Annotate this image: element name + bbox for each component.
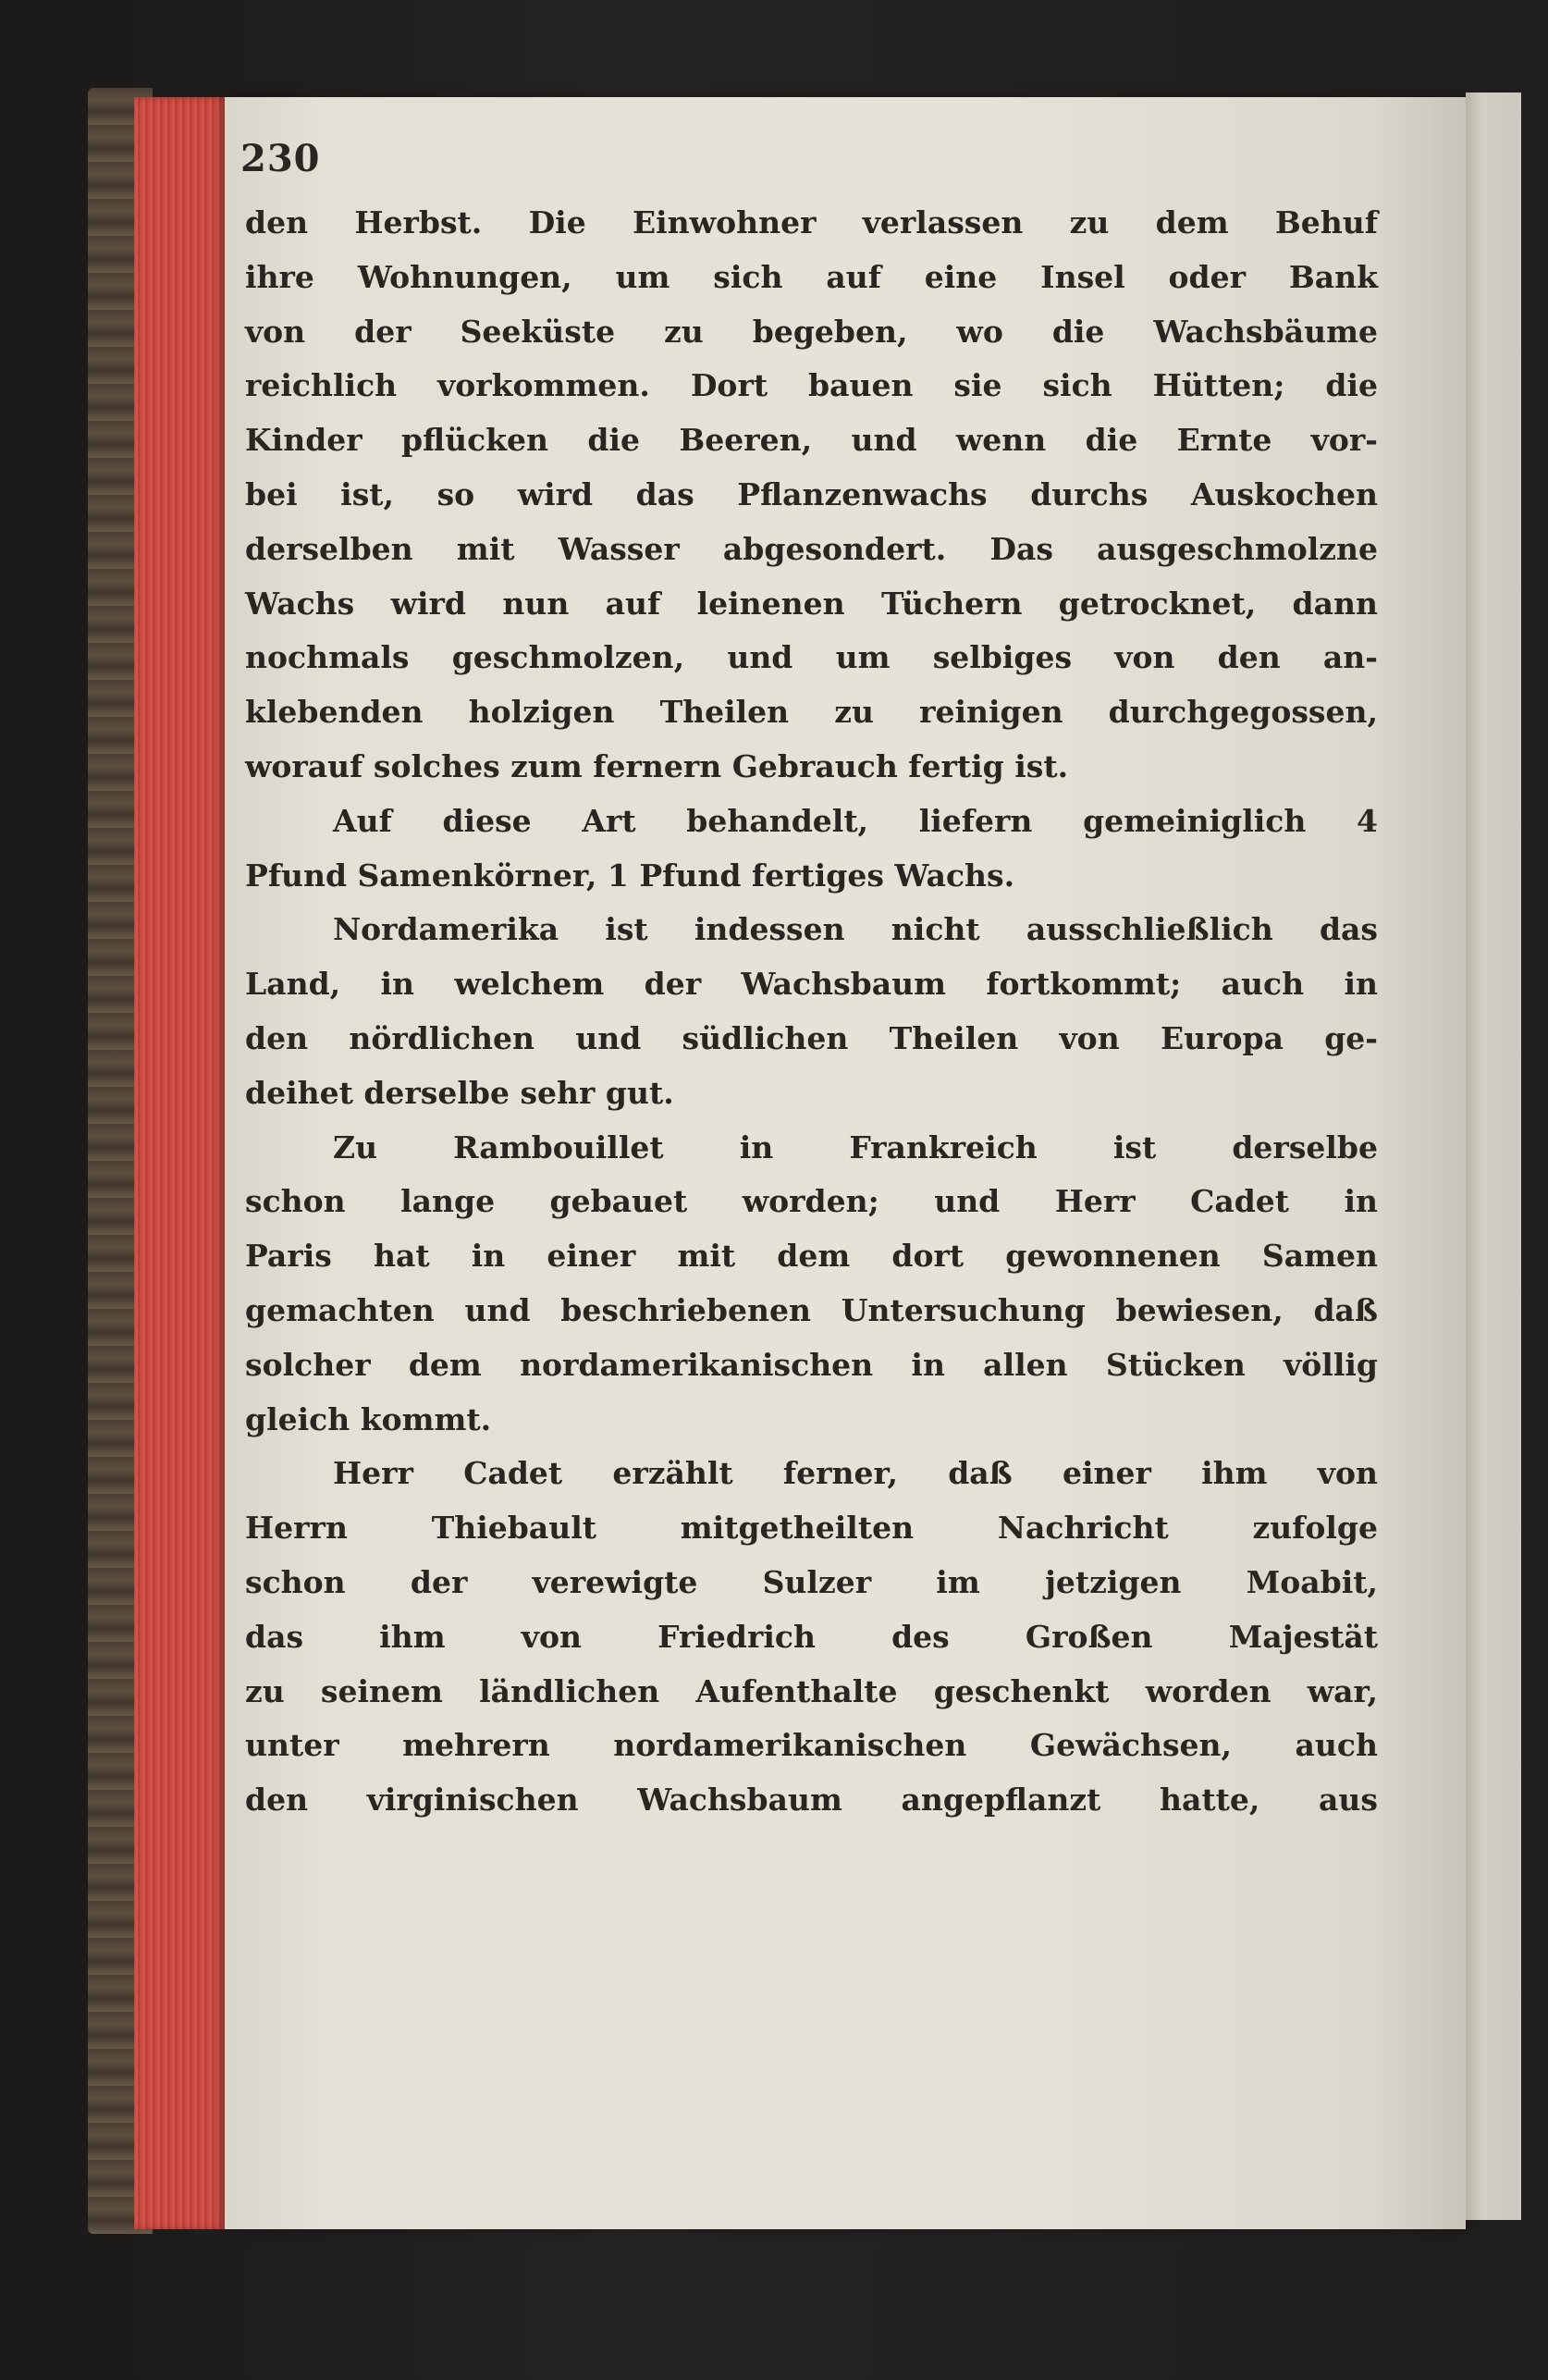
text-line: reichlich vorkommen. Dort bauen sie sich Hütten; die bbox=[245, 367, 1378, 404]
text-line: solcher dem nordamerikanischen in allen Stücken völlig bbox=[245, 1346, 1378, 1383]
text-line: Kinder pflücken die Beeren, und wenn die Ernte vor- bbox=[245, 422, 1378, 459]
facing-page-edge bbox=[1466, 92, 1521, 2220]
text-line: das ihm von Friedrich des Großen Majestät bbox=[245, 1618, 1378, 1655]
text-line: Herr Cadet erzählt ferner, daß einer ihm von bbox=[333, 1455, 1378, 1492]
text-line: unter mehrern nordamerikanischen Gewächsen, auch bbox=[245, 1727, 1378, 1764]
text-line: Herrn Thiebault mitgetheilten Nachricht zufolge bbox=[245, 1510, 1378, 1547]
body-text bbox=[245, 196, 1378, 1828]
text-line: Auf diese Art behandelt, liefern gemeiniglich 4 bbox=[333, 802, 1378, 839]
text-line: schon lange gebauet worden; und Herr Cadet in bbox=[245, 1183, 1378, 1220]
text-line: Pfund Samenkörner, 1 Pfund fertiges Wachs. bbox=[245, 857, 1015, 894]
text-line: derselben mit Wasser abgesondert. Das ausgeschmolzne bbox=[245, 530, 1378, 567]
text-line: zu seinem ländlichen Aufenthalte geschenkt worden war, bbox=[245, 1672, 1378, 1709]
text-line: Paris hat in einer mit dem dort gewonnenen Samen bbox=[245, 1238, 1378, 1275]
text-line: klebenden holzigen Theilen zu reinigen durchgegossen, bbox=[245, 694, 1378, 731]
text-line: ihre Wohnungen, um sich auf eine Insel oder Bank bbox=[245, 258, 1378, 295]
text-line: gleich kommt. bbox=[245, 1400, 492, 1437]
text-line: schon der verewigte Sulzer im jetzigen Moabit, bbox=[245, 1563, 1378, 1600]
page-number: 230 bbox=[240, 137, 321, 180]
red-page-edges bbox=[134, 97, 227, 2229]
text-line: deihet derselbe sehr gut. bbox=[245, 1074, 674, 1111]
text-line: Wachs wird nun auf leinenen Tüchern getrocknet, dann bbox=[245, 585, 1378, 622]
text-line: bei ist, so wird das Pflanzenwachs durchs Auskochen bbox=[245, 475, 1378, 512]
text-line: gemachten und beschriebenen Untersuchung bewiesen, daß bbox=[245, 1291, 1378, 1328]
text-line: den nördlichen und südlichen Theilen von Europa ge- bbox=[245, 1019, 1378, 1056]
text-line: nochmals geschmolzen, und um selbiges von den an- bbox=[245, 639, 1378, 676]
text-line: von der Seeküste zu begeben, wo die Wachsbäume bbox=[245, 313, 1378, 350]
text-line: den virginischen Wachsbaum angepflanzt hatte, aus bbox=[245, 1782, 1378, 1819]
text-line: Zu Rambouillet in Frankreich ist derselbe bbox=[333, 1128, 1378, 1165]
text-line: worauf solches zum fernern Gebrauch fertig ist. bbox=[245, 747, 1069, 784]
text-line: den Herbst. Die Einwohner verlassen zu dem Behuf bbox=[245, 204, 1378, 240]
text-line: Land, in welchem der Wachsbaum fortkommt; auch in bbox=[245, 966, 1378, 1003]
text-line: Nordamerika ist indessen nicht ausschließlich das bbox=[333, 911, 1378, 948]
